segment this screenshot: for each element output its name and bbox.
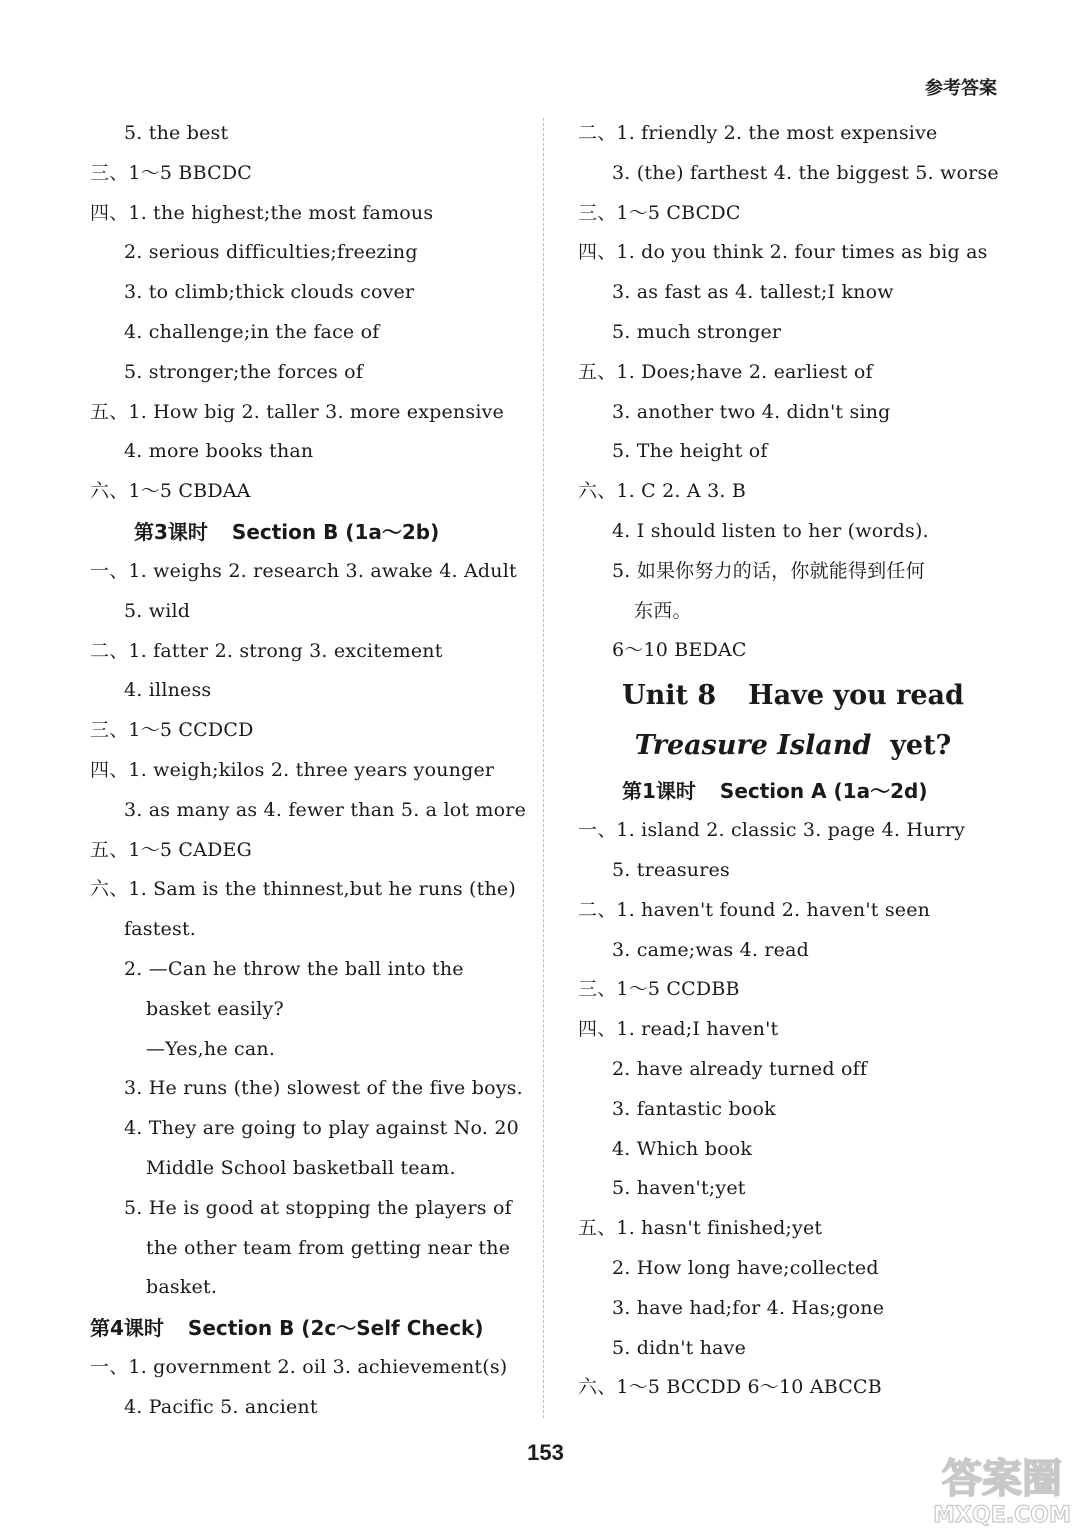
answer-line: 一、1. weighs 2. research 3. awake 4. Adult — [90, 559, 517, 582]
section-label: Section B (1a～2b) — [231, 519, 440, 544]
answer-line: 东西。 — [634, 599, 692, 622]
answer-line: 3. another two 4. didn't sing — [612, 400, 891, 423]
answer-line: 六、1～5 CBDAA — [90, 480, 251, 503]
answer-line: 4. Pacific 5. ancient — [124, 1395, 318, 1418]
answer-line: 3. as fast as 4. tallest;I know — [612, 281, 894, 304]
unit-title-text: Have you read — [748, 680, 964, 712]
answer-line: 二、1. fatter 2. strong 3. excitement — [90, 639, 443, 662]
header-label: 参考答案 — [925, 78, 997, 99]
answer-line: 三、1～5 CCDBB — [578, 978, 740, 1001]
right-column — [578, 114, 1008, 1408]
answer-line: 3. came;was 4. read — [612, 938, 809, 961]
answer-line: 二、1. friendly 2. the most expensive — [578, 122, 938, 144]
answer-line: basket. — [146, 1276, 218, 1299]
answer-line: 五、1～5 CADEG — [90, 838, 252, 861]
section-label: Section A (1a～2d) — [719, 779, 928, 804]
watermark-text: 答案圈 — [942, 1456, 1062, 1502]
answer-line: 2. How long have;collected — [612, 1256, 879, 1279]
answer-line: 一、1. island 2. classic 3. page 4. Hurry — [578, 819, 966, 842]
answer-line: 5. treasures — [612, 858, 730, 881]
answer-line: 5. He is good at stopping the players of — [124, 1196, 512, 1219]
answer-line: 五、1. How big 2. taller 3. more expensive — [90, 400, 504, 423]
answer-line: 四、1. the highest;the most famous — [90, 201, 434, 224]
answer-line: 4. more books than — [124, 440, 314, 463]
lesson-label: 第1课时 — [622, 779, 696, 804]
answer-line: basket easily? — [146, 997, 284, 1020]
unit-title-end: yet? — [890, 730, 952, 762]
answer-line: 四、1. do you think 2. four times as big as — [578, 241, 988, 264]
answer-line: the other team from getting near the — [146, 1236, 511, 1259]
answer-line: 5. 如果你努力的话，你就能得到任何 — [612, 559, 925, 582]
lesson-label: 第3课时 — [134, 519, 208, 544]
section-heading — [90, 512, 540, 552]
lesson-label: 第4课时 — [90, 1316, 164, 1341]
answer-line: 二、1. haven't found 2. haven't seen — [578, 898, 931, 921]
answer-line: 5. the best — [124, 122, 229, 144]
answer-line: 4. challenge;in the face of — [124, 320, 380, 343]
unit-title — [578, 671, 1008, 721]
section-label: Section B (2c～Self Check) — [187, 1316, 484, 1341]
answer-line: 5. stronger;the forces of — [124, 360, 364, 383]
answer-line: 四、1. weigh;kilos 2. three years younger — [90, 758, 495, 781]
answer-line: 3. as many as 4. fewer than 5. a lot more — [124, 798, 527, 821]
answer-line: 3. (the) farthest 4. the biggest 5. worse — [612, 161, 999, 184]
answer-line: 2. have already turned off — [612, 1057, 868, 1080]
answer-line: fastest. — [124, 918, 197, 941]
watermark-logo — [927, 1442, 1077, 1528]
unit-number: Unit 8 — [622, 680, 717, 712]
answer-line: —Yes,he can. — [146, 1037, 276, 1060]
answer-line: 5. haven't;yet — [612, 1177, 746, 1200]
section-heading — [578, 771, 1008, 811]
answer-line: 六、1. Sam is the thinnest,but he runs (the) — [90, 878, 516, 901]
book-title: Treasure Island — [634, 730, 872, 762]
answer-line: 4. They are going to play against No. 20 — [124, 1117, 519, 1140]
answer-line: 五、1. Does;have 2. earliest of — [578, 360, 873, 383]
answer-line: 3. to climb;thick clouds cover — [124, 281, 415, 304]
answer-line: 4. illness — [124, 679, 212, 702]
answer-line: 三、1～5 CBCDC — [578, 201, 741, 224]
answer-line: 4. I should listen to her (words). — [612, 519, 929, 542]
answer-line: 三、1～5 BBCDC — [90, 161, 253, 184]
section-heading — [90, 1308, 540, 1348]
answer-line: 5. The height of — [612, 440, 768, 463]
answer-line: 六、1～5 BCCDD 6～10 ABCCB — [578, 1376, 882, 1399]
column-divider — [543, 118, 544, 1418]
unit-title-line2 — [578, 721, 1008, 771]
answer-line: 六、1. C 2. A 3. B — [578, 480, 747, 503]
answer-line: 三、1～5 CCDCD — [90, 719, 254, 742]
answer-line: 5. wild — [124, 599, 191, 622]
answer-line: 3. fantastic book — [612, 1097, 776, 1120]
answer-line: 5. much stronger — [612, 320, 782, 343]
answer-line: 2. serious difficulties;freezing — [124, 241, 418, 264]
answer-line: 一、1. government 2. oil 3. achievement(s) — [90, 1356, 508, 1379]
left-column — [90, 114, 540, 1428]
answer-line: 6～10 BEDAC — [612, 639, 747, 662]
answer-line: 5. didn't have — [612, 1336, 747, 1359]
answer-line: 五、1. hasn't finished;yet — [578, 1217, 823, 1240]
answer-line: 四、1. read;I haven't — [578, 1018, 779, 1041]
page-number: 153 — [527, 1440, 564, 1465]
watermark-sub: MXQE.COM — [933, 1503, 1071, 1528]
answer-line: Middle School basketball team. — [146, 1156, 456, 1179]
answer-line: 4. Which book — [612, 1137, 753, 1160]
answer-line: 3. have had;for 4. Has;gone — [612, 1296, 885, 1319]
answer-line: 3. He runs (the) slowest of the five boys. — [124, 1077, 523, 1100]
answer-line: 2. —Can he throw the ball into the — [124, 957, 464, 980]
